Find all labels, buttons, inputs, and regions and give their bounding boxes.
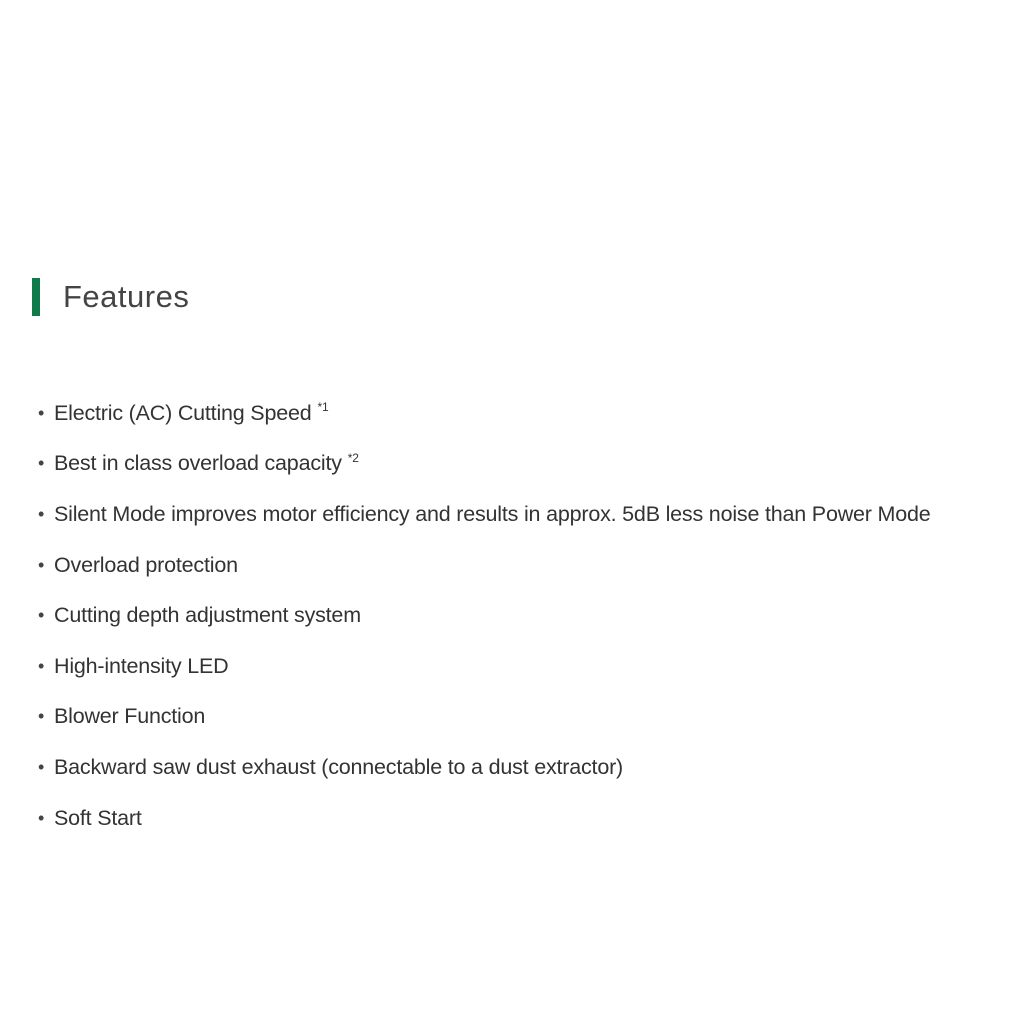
feature-text: Cutting depth adjustment system — [54, 603, 361, 628]
footnote-marker: *2 — [347, 450, 359, 465]
feature-text: Overload protection — [54, 552, 238, 577]
feature-item — [38, 439, 1024, 490]
bullet-icon: • — [38, 503, 45, 524]
feature-text: Soft Start — [54, 805, 142, 830]
bullet-icon: • — [38, 706, 45, 727]
feature-item — [38, 793, 1024, 844]
feature-text: Backward saw dust exhaust (connectable to a dust extractor) — [54, 754, 623, 779]
bullet-icon: • — [38, 402, 45, 423]
feature-item — [38, 540, 1024, 591]
section-title: Features — [63, 279, 190, 314]
bullet-icon: • — [38, 605, 45, 626]
bullet-icon: • — [38, 453, 45, 474]
feature-list — [38, 388, 1024, 843]
feature-item — [38, 489, 1024, 540]
bullet-icon: • — [38, 554, 45, 575]
accent-bar — [32, 278, 40, 316]
feature-item — [38, 742, 1024, 793]
feature-text: Best in class overload capacity — [54, 451, 342, 476]
feature-text: Silent Mode improves motor efficiency and results in approx. 5dB less noise than Power Mode — [54, 501, 931, 526]
footnote-marker: *1 — [317, 400, 329, 415]
feature-text: Electric (AC) Cutting Speed — [54, 400, 312, 425]
feature-text: Blower Function — [54, 704, 206, 729]
feature-item — [38, 641, 1024, 692]
bullet-icon: • — [38, 756, 45, 777]
bullet-icon: • — [38, 807, 45, 828]
bullet-icon: • — [38, 655, 45, 676]
feature-item — [38, 388, 1024, 439]
feature-item — [38, 692, 1024, 743]
section-header — [32, 277, 189, 317]
feature-item — [38, 590, 1024, 641]
feature-text: High-intensity LED — [54, 653, 229, 678]
